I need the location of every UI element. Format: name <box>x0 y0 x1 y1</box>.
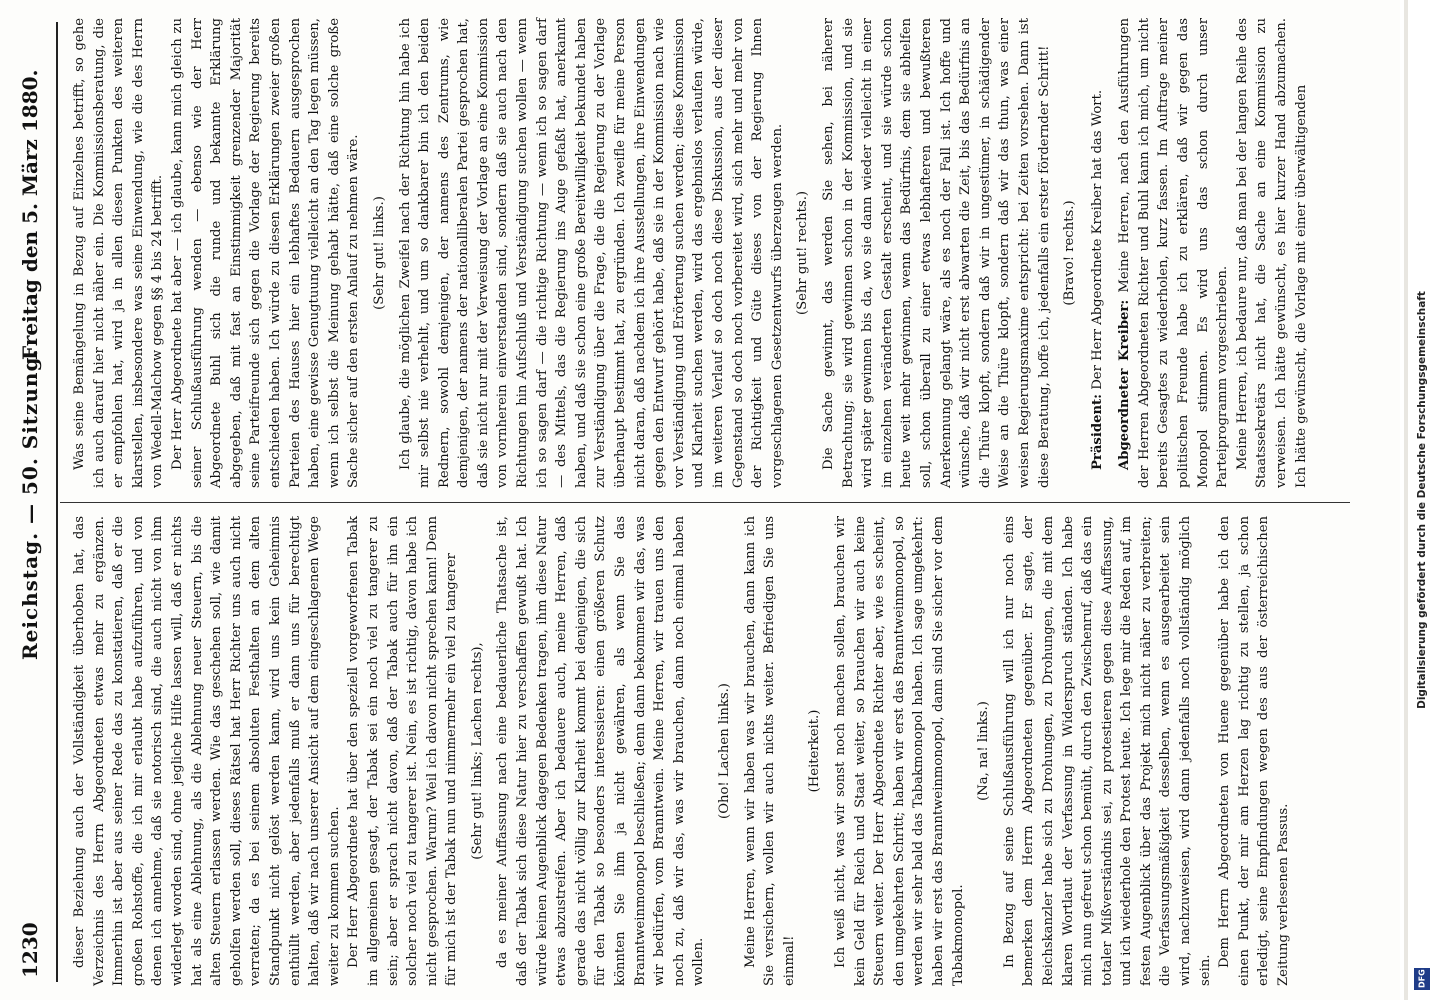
paragraph: Der Herr Abgeordnete hat aber — ich glaube, kann mich gleich zu seiner Schlußausführung wenden — ebenso wie der Herr Abgeordnete Buhl sich die runde und bekannte Erklärung abgegeben, daß mit fast an Einstimmigkeit grenzender Majorität seine Parteifreunde sich gegen die Vorlage der Regierung bereits entschieden haben. Ich würde zu diesen Erklärungen zweier großen Parteien des Hauses hier ein lebhaftes Bedauern ausgesprochen haben, eine gewisse Genugtuung vielleicht an den Tag legen müssen, wenn ich selbst die Meinung gehabt hätte, daß eine solche große Sache sicher auf den ersten Anlauf zu nehmen wäre. <box>169 18 362 488</box>
paragraph: Meine Herren, wenn wir haben was wir brauchen, dann kann ich Sie versichern, wollen wir auch nichts weiter. Befriedigen Sie uns einmal! <box>742 516 797 986</box>
paragraph: dieser Beziehung auch der Vollständigkeit überhoben hat, das Verzeichnis des Herrn Abgeordneten etwas mehr zu ergänzen. Immerhin ist aber aus seiner Rede das zu konstatieren, daß er die großen Rohstoffe, die ich mir erlaubt habe aufzuführen, und von denen ich annehme, daß sie notorisch sind, die auch nicht von ihm widerlegt worden sind, ohne jegliche Hilfe lassen will, daß er nichts hat als eine Ablehnung, als die Ablehnung neuer Steuern, bis die alten Steuern erlassen werden. Wie das geschehen soll, wie damit geholfen werden soll, dieses Rätsel hat Herr Richter uns auch nicht verraten; da es bei seinem absoluten Festhalten an dem alten Standpunkt nicht gelöst werden kann, wird uns kein Geheimnis enthüllt werden, aber jedenfalls muß er dann uns für berechtigt halten, daß wir nach unserer Ansicht auf dem eingeschlagenen Wege weiter zu kommen suchen. <box>72 516 342 986</box>
interjection: (Oho! Lachen links.) <box>717 683 732 819</box>
column-divider <box>60 502 1350 503</box>
page-number: 1230 <box>18 922 42 978</box>
speech-paragraph <box>1088 18 1108 488</box>
interjection: (Sehr gut! links.) <box>371 196 387 310</box>
paragraph: Meine Herren, ich bedaure nur, daß man bei der langen Reihe des Staatssekretärs nicht hat, die Sache an eine Kommission zu verweisen. Ich hätte gewünscht, es hier kurzer Hand abzumachen. Ich hätte gewünscht, die Vorlage mit einer überwältigenden <box>1234 18 1309 488</box>
interjection: (Bravo! rechts.) <box>1062 200 1078 306</box>
paragraph: Der Herr Abgeordnete hat über den speziell vorgeworfenen Tabak im allgemeinen gesagt, der Tabak sei ein noch viel zu tangerer zu sein; aber er sprach nicht davon, daß der Tabak auch für ihn ein solcher noch viel zu tangerer ist. Nein, es ist richtig, davon habe ich nicht gesprochen. Warum? Weil ich davon nicht sprechen kann! Denn für mich ist der Tabak nun und nimmermehr ein viel zu tangerer <box>346 516 460 986</box>
speaker-label: Präsident: <box>1089 393 1105 470</box>
interjection: (Sehr gut! rechts.) <box>795 190 811 316</box>
right-column <box>70 18 1311 488</box>
page-header <box>18 0 48 1000</box>
interjection: (Na, na! links.) <box>976 701 992 801</box>
paragraph: Die Sache gewinnt, das werden Sie sehen, bei näherer Betrachtung; sie wird gewinnen schon in der Kommission, und sie wird später gewinnen bis da, wo sie dann wieder vielleicht in einer im einzelnen veränderten Gestalt erscheint, und sie würde schon heute weit mehr gewinnen, wenn das Bedürfnis, dem sie abhelfen soll, schon überall zu einer etwas lebhafteren und bewußteren Anerkennung gelangt wäre, als es noch der Fall ist. Ich hoffe und wünsche, daß wir nicht erst abwarten die Zeit, bis das Bedürfnis an die Thüre klopft, sondern daß wir in ungestümer, in schädigender Weise an die Thüre klopft, sondern daß wir das thun, was einer weisen Regierungsmaxime entspricht: bei Zeiten vorsehen. Dann ist diese Beratung, hoffe ich, jedenfalls ein erster fördernder Schritt! <box>820 18 1052 488</box>
interjection: (Heiterkeit.) <box>807 709 823 793</box>
left-column <box>70 516 1294 986</box>
digitization-credit: Digitalisierung gefördert durch die Deutsche Forschungsgemeinschaft <box>1416 291 1428 709</box>
speech-paragraph <box>1115 18 1233 488</box>
spine-strip <box>1412 0 1432 1000</box>
paragraph: In Bezug auf seine Schlußausführung will ich nur noch eins bemerken dem Herrn Abgeordneten gegenüber. Er sagte, der Reichskanzler habe sich zu Drohungen, zu Drohungen, die mit dem klaren Wortlaut der Verfassung in Widerspruch ständen. Ich habe mich nun gefreut schon bemüht, durch den Zwischenruf, daß das ein totaler Mißverständnis sei, zu protestieren gegen diese Auffassung, und ich wiederhole den Protest heute. Ich lege mir die Reden auf, im festen Augenblick über das Projekt mich nicht näher zu verbreiten; die Verfassungsmäßigkeit desselben, wenn es ausgearbeitet sein wird, nachzuweisen, wird dann jedenfalls noch vollständig möglich sein. <box>1001 516 1213 986</box>
paragraph: Dem Herrn Abgeordneten von Huene gegenüber habe ich den einen Punkt, der mir am Herzen lag richtig zu stellen, ja schon erledigt, seine Empfindungen wegen des aus der österreichischen Zeitung verlesenen Passus. <box>1217 516 1292 986</box>
paragraph: Ich glaube, die möglichen Zweifel nach der Richtung hin habe ich mir selbst nie verhehlt, und um so dankbarer bin ich den beiden Rednern, sowohl demjenigen, der namens des Zentrums, wie demjenigen, der namens der nationalliberalen Partei gesprochen hat, daß sie nicht nur mit der Verweisung der Vorlage an eine Kommission von vornherein einverstanden sind, sondern daß sie auch nach den Richtungen hin Aufschluß und Verständigung suchen wollen — wenn ich so sagen darf — die richtige Richtung — wenn ich so sagen darf — des Mittels, das die Regierung ins Auge gefaßt hat, anerkannt haben, und daß sie schon eine große Bereitwilligkeit bekundet haben zur Verständigung über die Frage, die die Regierung zu der Vorlage überhaupt bestimmt hat, zu ergründen. Ich zweifle für meine Person nicht daran, daß nachdem ich ihre Ausstellungen, ihre Einwendungen gegen den Entwurf gehört habe, daß sie in der Kommission nach wie vor Verständigung und Erörterung suchen werden; diese Kommission und Klarheit suchen werden, wird das ergebnislos verlaufen würde, im weiteren Verlauf so doch noch diese Diskussion, aus der dieser Gegenstand so doch noch vorbereitet wird, sich mehr und mehr von der Richtigkeit und Güte dieses von der Regierung Ihnen vorgeschlagenen Gesetzentwurfs überzeugen werden. <box>397 18 785 488</box>
header-rule <box>56 22 58 982</box>
speech-text: Meine Herren, nach den Ausführungen der Herren Abgeordneten Richter und Buhl kann ich mich, um nicht bereits Gesagtes zu wiederholen, kurz fassen. Im Auftrage meiner politischen Freunde habe ich zu erklären, daß wir gegen das Monopol stimmen. Es wird uns das schon durch unser Parteiprogramm vorgeschrieben. <box>1117 18 1231 488</box>
dfg-logo-icon: DFG <box>1414 968 1430 990</box>
paragraph: da es meiner Auffassung nach eine bedauerliche Thatsache ist, daß der Tabak sich diese Natur hier zu verschaffen gewußt hat. Ich würde keinen Augenblick dagegen Bedenken tragen, ihm diese Natur etwas abzustreifen. Aber ich bedauere auch, meine Herren, daß gerade das nicht völlig zur Klarheit kommt bei denjenigen, die sich für den Tabak so besonders interessieren: einen größeren Schutz könnten Sie ihm ja nicht gewähren, als wenn Sie das Branntweinmonopol beschließen; denn dann bekommen wir das, was wir bedürfen, vom Branntwein. Meine Herren, wir trauen uns den noch zu, daß wir das, was wir brauchen, dann noch einmal haben wollen. <box>495 516 707 986</box>
paragraph: Was seine Bemängelung in Bezug auf Einzelnes betrifft, so gehe ich auch darauf hier nicht näher ein. Die Kommissionsberatung, die er empfohlen hat, wird ja in allen diesen Punkten des weiteren klarstellen, insbesondere was seine Einwendung, wie die des Herrn von Wedell-Malchow gegen §§ 4 bis 24 betrifft. <box>72 18 166 488</box>
speaker-label: Abgeordneter Kreiber: <box>1117 299 1133 470</box>
binding-edge <box>1404 0 1408 1000</box>
paragraph: Ich weiß nicht, was wir sonst noch machen sollen, brauchen wir kein Geld für Reich und Staat weiter, so brauchen wir auch keine Steuern weiter. Der Herr Abgeordnete Richter aber, wie es scheint, den umgekehrten Schritt; haben wir erst das Branntweinmonopol, so werden wir sehr bald das Tabakmonopol haben. Ich sage umgekehrt: haben wir erst das Branntweinmonopol, dann sind Sie sicher vor dem Tabakmonopol. <box>832 516 966 986</box>
interjection: (Sehr gut! links; Lachen rechts), <box>469 642 485 860</box>
session-date: Freitag den 5. März 1880. <box>18 69 42 360</box>
speech-text: Der Herr Abgeordnete Kreiber hat das Wort. <box>1089 89 1105 394</box>
running-title: Reichstag. — 50. Sitzung. <box>18 348 42 660</box>
